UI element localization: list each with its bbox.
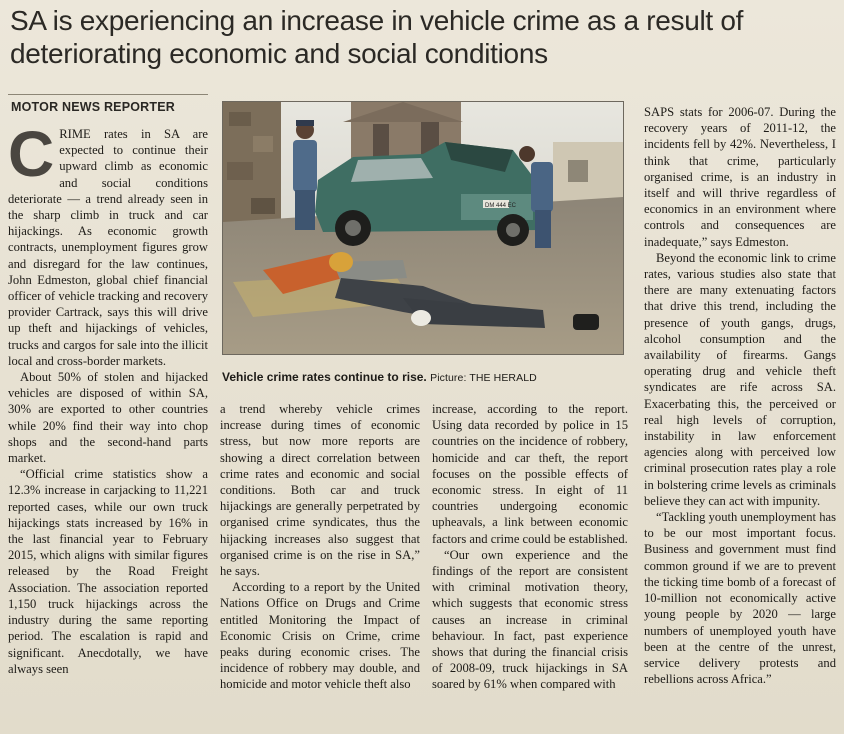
photo-credit: Picture: THE HERALD [430,372,537,384]
paragraph [8,118,208,369]
paragraph: About 50% of stolen and hijacked vehicles are disposed of within SA, 30% are exported to other countries while 20% find their way into chop shops and the second-hand parts market. [8,370,208,466]
paragraph: “Official crime statistics show a 12.3% increase in carjacking to 11,221 reported cases, while our own truck hijackings stats increased by 16% in the last financial year to February 2015, which aligns with similar figures released by the Road Freight Association. The association reported 1,150 truck hijackings across the industry during the same reporting period. The escalation is rapid and significant. Anecdotally, we have always seen [8,467,208,676]
paragraph: According to a report by the United Nations Office on Drugs and Crime entitled Monitoring the Impact of Economic Crisis on Crime, crime peaks during economic crises. The incidence of robbery may double, and homicide and motor vehicle theft also [220,580,420,692]
column-1 [8,118,208,677]
caption-text: Vehicle crime rates continue to rise. [222,370,427,384]
photo-illustration [223,102,623,354]
paragraph: a trend whereby vehicle crimes increase during times of economic stress, but now more reports are showing a direct correlation between crime rates and economic and social conditions. Both car and truck hijackings are generally perpetrated by organised crime syndicates, thus the hijacking increases also suggest that organised crime is on the rise in SA,” he says. [220,402,420,579]
column-2 [220,401,420,693]
column-3 [432,401,628,693]
paragraph: SAPS stats for 2006-07. During the recovery years of 2011-12, the incidents fell by 42%. Nevertheless, I think that crime, particularly organised crime, is an industry in itself and will thrive regardless of economics in an environment where controls and consequences are inadequate,” says Edmeston. [644,105,836,249]
license-plate: DM 444 EC [485,203,517,209]
paragraph: increase, according to the report. Using data recorded by police in 15 countries on the incidence of robbery, homicide and car theft, the report focuses on the possible effects of economic stress. In eight of 11 countries undergoing economic upheavals, a link between economic factors and crime could be established. [432,402,628,546]
paragraph: “Tackling youth unemployment has to be our most important focus. Business and government must find common ground if we are to prevent the ticking time bomb of a forecast of 10-million not economically active young people by 2020 — large numbers of unemployed youth have been at the centre of the unrest, service delivery protests and rebellions across Africa.” [644,510,836,687]
column-4 [644,104,836,687]
divider [8,94,208,95]
photo-caption [222,370,622,384]
drop-cap: C [8,118,55,190]
headline: SA is experiencing an increase in vehicle crime as a result of deteriorating economic and social conditions [10,5,744,69]
paragraph: Beyond the economic link to crime rates, various studies also state that there are many extenuating factors that drive this trend, including the presence of youth gangs, drugs, alcohol consumption and the availability of firearms. Gangs operating drug and vehicle theft syndicates are rife across SA. Exacerbating this, the perceived or real high levels of corruption, instability in law enforcement agencies along with perceived low criminal prosecution rates play a role in bolstering crime levels as criminals believe they can act with impunity. [644,250,836,508]
news-photo [222,101,624,355]
paragraph: “Our own experience and the findings of the report are consistent with criminal motivation theory, which suggests that economic stress causes an increase in criminal behaviour. In fact, past experience shows that during the financial crisis of 2008-09, truck hijackings in SA soared by 61% when compared with [432,547,628,692]
byline: MOTOR NEWS REPORTER [11,100,175,114]
lead-text: RIME rates in SA are expected to continue their upward climb as economic and social conditions deteriorate — a trend already seen in the sharp climb in truck and car hijackings. As economic growth contracts, unemployment figures grow and disregard for the law continues, John Edmeston, global chief financial officer of vehicle tracking and recovery provider Cartrack, says this will drive up theft and hijackings of vehicles, trucks and cargos for sale into the illicit local and cross-border markets. [8,127,208,368]
